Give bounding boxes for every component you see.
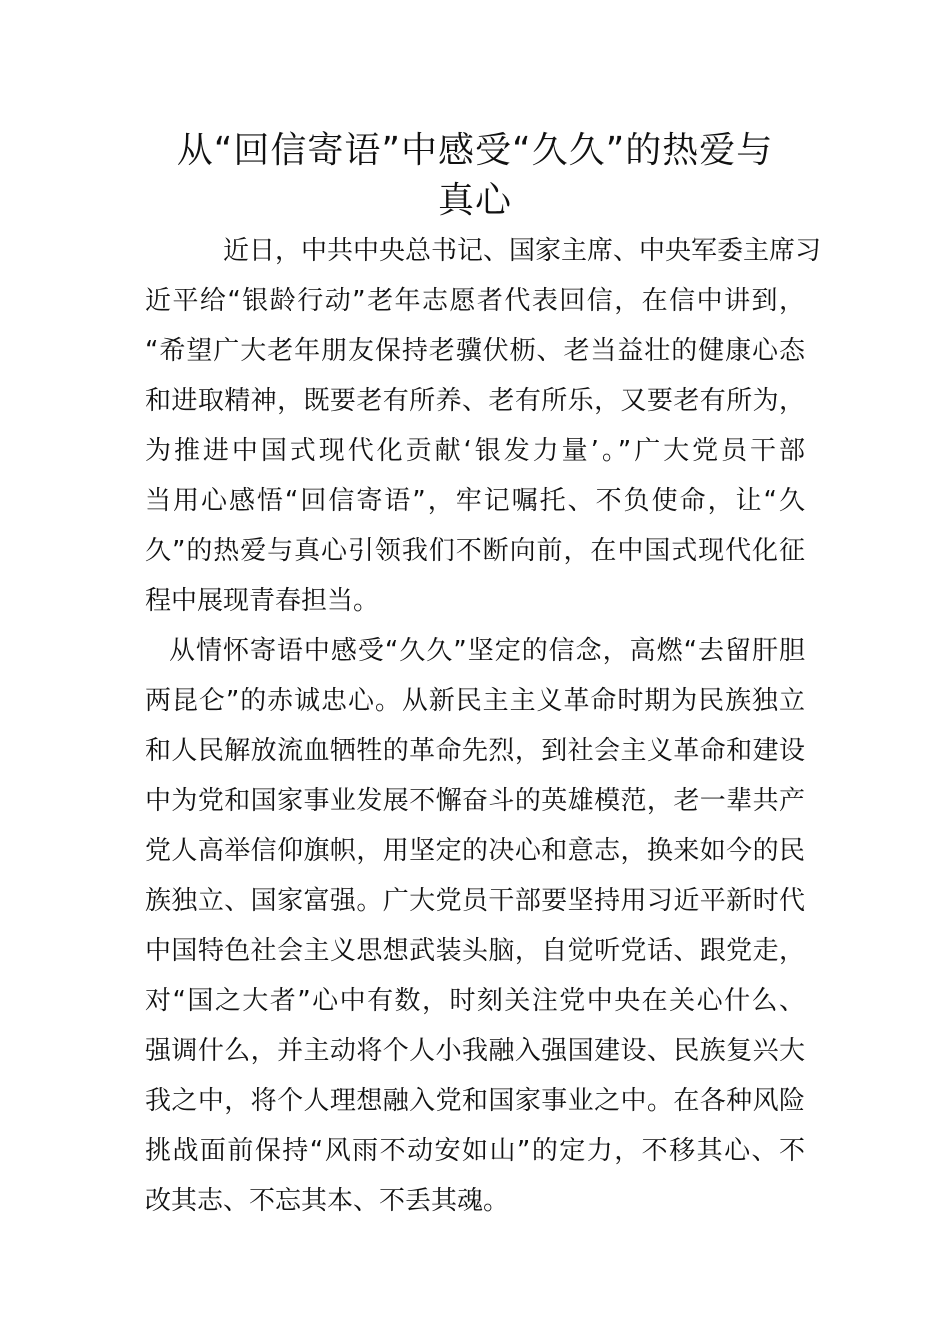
paragraph-line: 中国特色社会主义思想武装头脑，自觉听党话、跟党走， <box>145 936 805 966</box>
paragraph-line: 和进取精神，既要老有所养、老有所乐，又要老有所为， <box>145 386 805 416</box>
paragraph-line: 改其志、不忘其本、不丢其魂。 <box>145 1186 510 1216</box>
paragraph-line: 强调什么，并主动将个人小我融入强国建设、民族复兴大 <box>145 1036 805 1066</box>
document-title <box>145 126 805 226</box>
paragraph-line: 中为党和国家事业发展不懈奋斗的英雄模范，老一辈共产 <box>145 786 805 816</box>
paragraph-2 <box>145 626 805 1226</box>
paragraph-line: 两昆仑”的赤诚忠心。从新民主主义革命时期为民族独立 <box>145 686 805 716</box>
document-body <box>145 226 822 1226</box>
paragraph-line: 党人高举信仰旗帜，用坚定的决心和意志，换来如今的民 <box>145 836 805 866</box>
paragraph-line: 久”的热爱与真心引领我们不断向前，在中国式现代化征 <box>145 536 805 566</box>
paragraph-1 <box>145 226 822 626</box>
paragraph-line: 当用心感悟“回信寄语”，牢记嘱托、不负使命，让“久 <box>145 486 805 516</box>
paragraph-line: 对“国之大者”心中有数，时刻关注党中央在关心什么、 <box>145 986 805 1016</box>
paragraph-line: 程中展现青春担当。 <box>145 586 380 616</box>
title-line-2: 真心 <box>437 180 512 221</box>
paragraph-line: 挑战面前保持“风雨不动安如山”的定力，不移其心、不 <box>145 1136 805 1166</box>
title-line-1: 从“回信寄语”中感受“久久”的热爱与 <box>176 130 774 171</box>
paragraph-line: 近平给“银龄行动”老年志愿者代表回信，在信中讲到， <box>145 286 805 316</box>
paragraph-line: 近日，中共中央总书记、国家主席、中央军委主席习 <box>223 236 822 266</box>
paragraph-line: “希望广大老年朋友保持老骥伏枥、老当益壮的健康心态 <box>145 336 805 366</box>
paragraph-line: 为推进中国式现代化贡献‘银发力量’。”广大党员干部 <box>145 436 805 466</box>
paragraph-line: 从情怀寄语中感受“久久”坚定的信念，高燃“去留肝胆 <box>169 636 805 666</box>
paragraph-line: 族独立、国家富强。广大党员干部要坚持用习近平新时代 <box>145 886 805 916</box>
paragraph-line: 和人民解放流血牺牲的革命先烈，到社会主义革命和建设 <box>145 736 805 766</box>
paragraph-line: 我之中，将个人理想融入党和国家事业之中。在各种风险 <box>145 1086 805 1116</box>
